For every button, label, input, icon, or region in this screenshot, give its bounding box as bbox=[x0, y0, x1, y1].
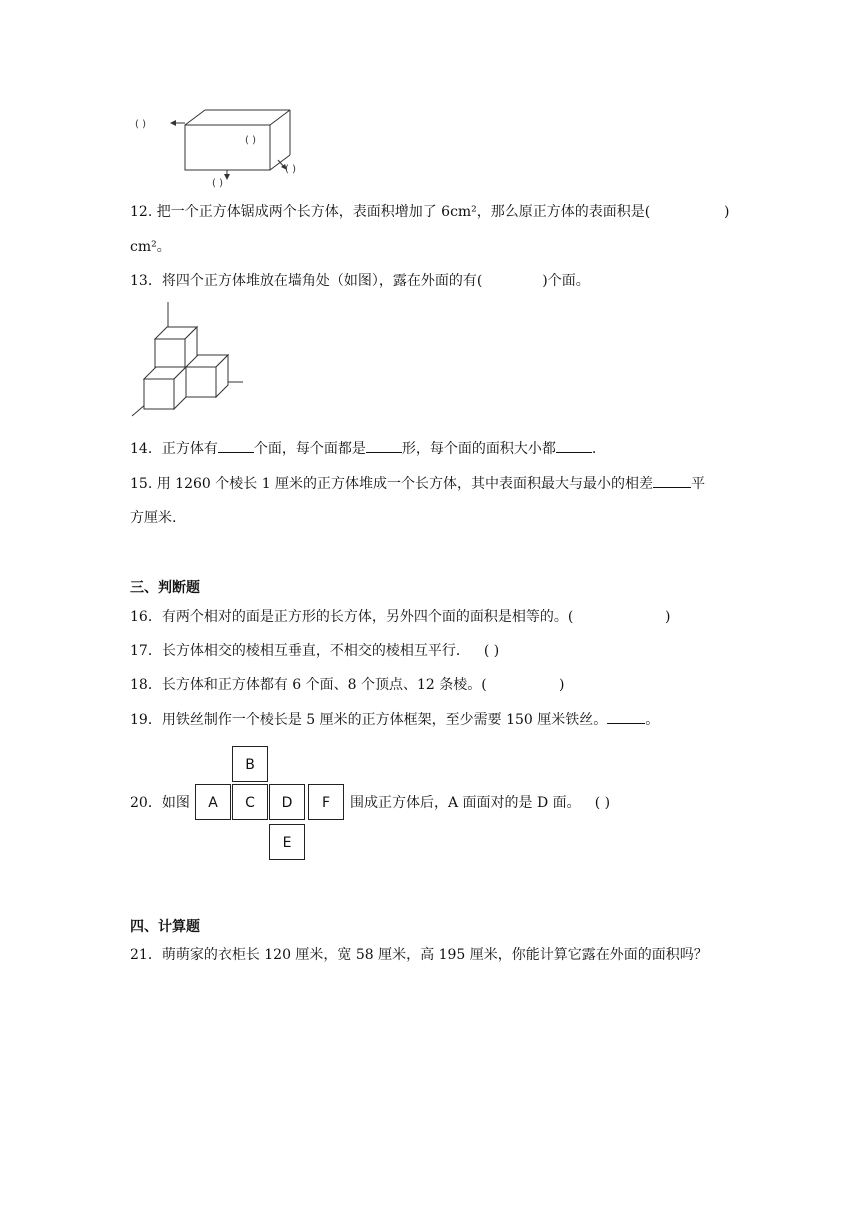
right-paren: ( ) bbox=[285, 164, 296, 175]
q14-blank-2[interactable] bbox=[366, 438, 402, 453]
section-calc-title: 四、计算题 bbox=[130, 919, 200, 935]
question-15-line2: 方厘米. bbox=[130, 510, 177, 526]
section-judge-title: 三、判断题 bbox=[130, 580, 200, 596]
q14-blank-1[interactable] bbox=[218, 438, 254, 453]
question-13: 13．将四个正方体堆放在墙角处（如图），露在外面的有( )个面。 bbox=[130, 273, 590, 289]
question-21: 21．萌萌家的衣柜长 120 厘米，宽 58 厘米，高 195 厘米，你能计算它露在外面的面积吗？ bbox=[130, 947, 708, 963]
question-19: 19．用铁丝制作一个棱长是 5 厘米的正方体框架，至少需要 150 厘米铁丝。 。 bbox=[130, 709, 659, 730]
net-face-a: A bbox=[195, 784, 231, 820]
question-18-close-paren: ) bbox=[559, 677, 565, 693]
net-face-c: C bbox=[232, 784, 268, 820]
question-15: 15. 用 1260 个棱长 1 厘米的正方体堆成一个长方体，其中表面积最大与最小的相差 平 bbox=[130, 473, 705, 494]
net-face-b: B bbox=[232, 746, 268, 782]
corner-cubes-figure bbox=[130, 302, 250, 420]
question-16: 16．有两个相对的面是正方形的长方体，另外四个面的面积是相等的。( bbox=[130, 609, 574, 625]
inner-paren: ( ) bbox=[245, 135, 256, 146]
question-17: 17．长方体相交的棱相互垂直，不相交的棱相互平行． ( ) bbox=[130, 643, 500, 659]
q19-blank[interactable] bbox=[607, 709, 645, 724]
net-face-e: E bbox=[269, 824, 305, 860]
net-face-f: F bbox=[308, 784, 344, 820]
cuboid-figure bbox=[130, 100, 320, 195]
question-18: 18．长方体和正方体都有 6 个面、8 个顶点、12 条棱。( bbox=[130, 677, 487, 693]
question-16-close-paren: ) bbox=[665, 609, 671, 625]
question-12: 12. 把一个正方体锯成两个长方体，表面积增加了 6cm²，那么原正方体的表面积是( bbox=[130, 204, 651, 220]
question-14: 14．正方体有 个面，每个面都是 形，每个面的面积大小都 . bbox=[130, 438, 596, 459]
cube-net-figure bbox=[195, 746, 355, 862]
question-12-unit: cm²。 bbox=[130, 239, 171, 255]
question-20: 围成正方体后，A 面面对的是 D 面。 ( ) bbox=[350, 795, 611, 811]
net-face-d: D bbox=[269, 784, 305, 820]
q14-blank-3[interactable] bbox=[556, 438, 592, 453]
left-paren: ( ) bbox=[135, 119, 146, 130]
q15-blank[interactable] bbox=[653, 473, 691, 488]
bottom-paren: ( ) bbox=[212, 178, 223, 189]
question-12-close-paren: ) bbox=[724, 204, 730, 220]
question-20-prefix: 20．如图 bbox=[130, 795, 190, 811]
